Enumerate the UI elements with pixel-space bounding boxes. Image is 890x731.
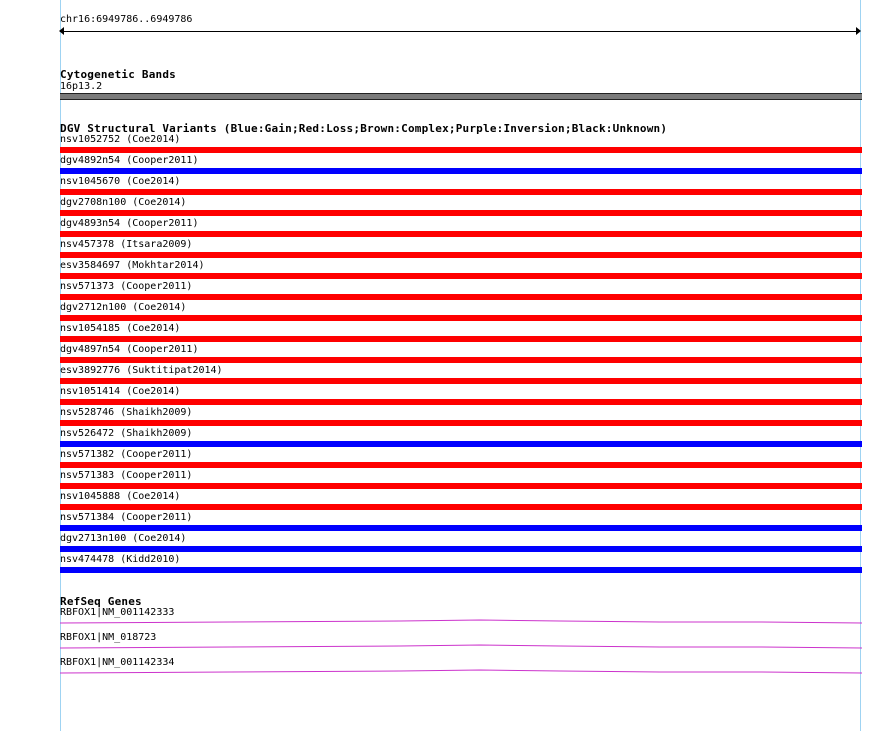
dgv-variant-row[interactable] [60, 176, 862, 197]
dgv-variant-row[interactable] [60, 365, 862, 386]
dgv-variant-label: dgv4892n54 (Cooper2011) [60, 155, 199, 166]
dgv-variant-row[interactable] [60, 386, 862, 407]
ruler-right-arrow-icon [856, 27, 861, 35]
dgv-variant-row[interactable] [60, 428, 862, 449]
dgv-variant-bar[interactable] [60, 357, 862, 363]
dgv-variant-row[interactable] [60, 302, 862, 323]
dgv-variant-bar[interactable] [60, 336, 862, 342]
dgv-variant-bar[interactable] [60, 273, 862, 279]
dgv-variant-row[interactable] [60, 260, 862, 281]
refseq-gene-intron-line[interactable] [60, 644, 862, 650]
dgv-variant-row[interactable] [60, 155, 862, 176]
dgv-variant-label: nsv1051414 (Coe2014) [60, 386, 181, 397]
dgv-variant-row[interactable] [60, 197, 862, 218]
dgv-variant-row[interactable] [60, 281, 862, 302]
refseq-gene-row[interactable] [60, 607, 862, 632]
dgv-variant-label: dgv2712n100 (Coe2014) [60, 302, 187, 313]
refseq-gene-row[interactable] [60, 657, 862, 682]
dgv-variant-label: dgv4897n54 (Cooper2011) [60, 344, 199, 355]
dgv-variant-label: esv3584697 (Mokhtar2014) [60, 260, 205, 271]
dgv-variant-bar[interactable] [60, 504, 862, 510]
dgv-variant-row[interactable] [60, 239, 862, 260]
coordinate-label: chr16:6949786..6949786 [60, 14, 193, 25]
dgv-variant-row[interactable] [60, 134, 862, 155]
dgv-variant-label: nsv1054185 (Coe2014) [60, 323, 181, 334]
coordinate-ruler [60, 31, 860, 32]
dgv-variant-bar[interactable] [60, 294, 862, 300]
dgv-variant-label: dgv2713n100 (Coe2014) [60, 533, 187, 544]
refseq-track-title: RefSeq Genes [60, 595, 142, 608]
refseq-gene-intron-line[interactable] [60, 619, 862, 625]
dgv-variant-bar[interactable] [60, 399, 862, 405]
dgv-variant-label: dgv4893n54 (Cooper2011) [60, 218, 199, 229]
dgv-variant-bar[interactable] [60, 315, 862, 321]
dgv-variant-row[interactable] [60, 344, 862, 365]
refseq-gene-intron-line[interactable] [60, 669, 862, 675]
dgv-variant-bar[interactable] [60, 210, 862, 216]
dgv-variant-bar[interactable] [60, 567, 862, 573]
dgv-variant-label: esv3892776 (Suktitipat2014) [60, 365, 223, 376]
refseq-gene-list [60, 607, 862, 682]
dgv-variant-bar[interactable] [60, 462, 862, 468]
dgv-variant-label: dgv2708n100 (Coe2014) [60, 197, 187, 208]
cytoband-bar[interactable] [60, 93, 862, 100]
dgv-variant-row[interactable] [60, 491, 862, 512]
dgv-variant-bar[interactable] [60, 483, 862, 489]
dgv-variant-bar[interactable] [60, 525, 862, 531]
cytoband-track-title: Cytogenetic Bands [60, 68, 176, 81]
dgv-variant-label: nsv1052752 (Coe2014) [60, 134, 181, 145]
dgv-variant-bar[interactable] [60, 546, 862, 552]
refseq-gene-row[interactable] [60, 632, 862, 657]
dgv-variant-row[interactable] [60, 533, 862, 554]
dgv-variant-row[interactable] [60, 554, 862, 575]
dgv-variant-bar[interactable] [60, 252, 862, 258]
dgv-variant-label: nsv571384 (Cooper2011) [60, 512, 193, 523]
dgv-variant-row[interactable] [60, 323, 862, 344]
dgv-variant-bar[interactable] [60, 189, 862, 195]
dgv-variant-bar[interactable] [60, 378, 862, 384]
dgv-variant-bar[interactable] [60, 231, 862, 237]
dgv-track-title: DGV Structural Variants (Blue:Gain;Red:Loss;Brown:Complex;Purple:Inversion;Black:Unknown) [60, 122, 668, 135]
dgv-variant-label: nsv457378 (Itsara2009) [60, 239, 193, 250]
dgv-variant-bar[interactable] [60, 147, 862, 153]
dgv-variant-bar[interactable] [60, 168, 862, 174]
dgv-variant-label: nsv474478 (Kidd2010) [60, 554, 181, 565]
refseq-gene-label: RBFOX1|NM_001142334 [60, 657, 175, 668]
dgv-variant-row[interactable] [60, 470, 862, 491]
dgv-variant-bar[interactable] [60, 441, 862, 447]
dgv-variant-label: nsv528746 (Shaikh2009) [60, 407, 193, 418]
dgv-variant-label: nsv1045888 (Coe2014) [60, 491, 181, 502]
dgv-variant-label: nsv571382 (Cooper2011) [60, 449, 193, 460]
dgv-variant-label: nsv571373 (Cooper2011) [60, 281, 193, 292]
dgv-variant-list [60, 134, 862, 575]
dgv-variant-bar[interactable] [60, 420, 862, 426]
ruler-left-arrow-icon [59, 27, 64, 35]
dgv-variant-label: nsv526472 (Shaikh2009) [60, 428, 193, 439]
dgv-variant-row[interactable] [60, 218, 862, 239]
refseq-gene-label: RBFOX1|NM_001142333 [60, 607, 175, 618]
dgv-variant-row[interactable] [60, 512, 862, 533]
dgv-variant-row[interactable] [60, 449, 862, 470]
dgv-variant-label: nsv1045670 (Coe2014) [60, 176, 181, 187]
dgv-variant-row[interactable] [60, 407, 862, 428]
dgv-variant-label: nsv571383 (Cooper2011) [60, 470, 193, 481]
cytoband-label: 16p13.2 [60, 81, 103, 92]
refseq-gene-label: RBFOX1|NM_018723 [60, 632, 157, 643]
